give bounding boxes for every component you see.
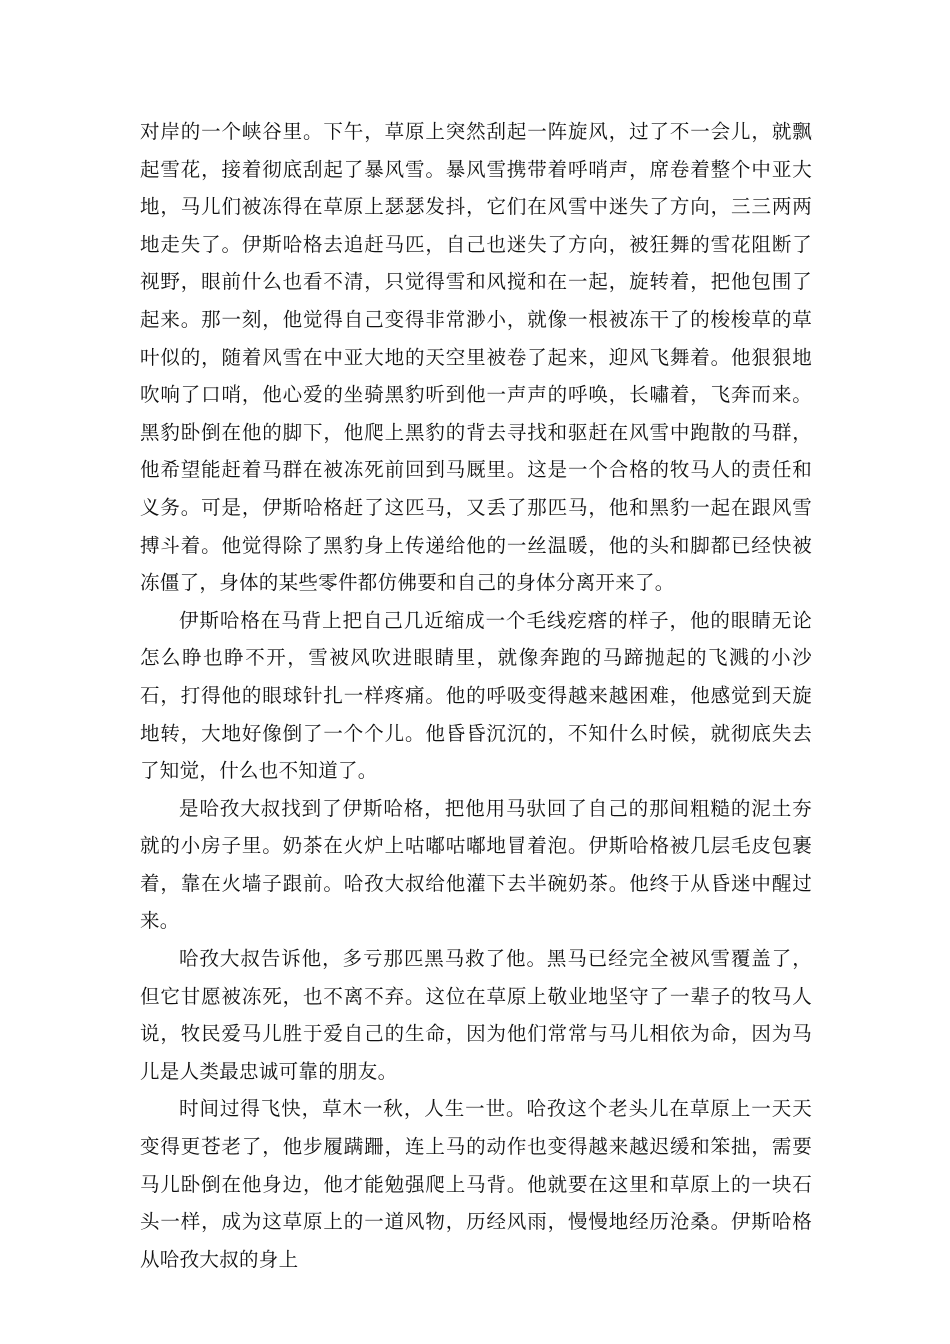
document-page <box>140 113 812 1278</box>
paragraph-4: 哈孜大叔告诉他，多亏那匹黑马救了他。黑马已经完全被风雪覆盖了，但它甘愿被冻死，也不离不弃。这位在草原上敬业地坚守了一辈子的牧马人说，牧民爱马儿胜于爱自己的生命，因为他们常常与马儿相依为命，因为马儿是人类最忠诚可靠的朋友。 <box>140 947 812 1083</box>
paragraph-2: 伊斯哈格在马背上把自己几近缩成一个毛线疙瘩的样子，他的眼睛无论怎么睁也睁不开，雪被风吹进眼睛里，就像奔跑的马蹄抛起的飞溅的小沙石，打得他的眼球针扎一样疼痛。他的呼吸变得越来越困难，他感觉到天旋地转，大地好像倒了一个个儿。他昏昏沉沉的，不知什么时候，就彻底失去了知觉，什么也不知道了。 <box>140 608 812 783</box>
paragraph-5: 时间过得飞快，草木一秋，人生一世。哈孜这个老头儿在草原上一天天变得更苍老了，他步履蹒跚，连上马的动作也变得越来越迟缓和笨拙，需要马儿卧倒在他身边，他才能勉强爬上马背。他就要在这里和草原上的一块石头一样，成为这草原上的一道风物，历经风雨，慢慢地经历沧桑。伊斯哈格从哈孜大叔的身上 <box>140 1097 812 1271</box>
paragraph-1: 对岸的一个峡谷里。下午，草原上突然刮起一阵旋风，过了不一会儿，就飘起雪花，接着彻底刮起了暴风雪。暴风雪携带着呼哨声，席卷着整个中亚大地，马儿们被冻得在草原上瑟瑟发抖，它们在风雪中迷失了方向，三三两两地走失了。伊斯哈格去追赶马匹，自己也迷失了方向，被狂舞的雪花阻断了视野，眼前什么也看不清，只觉得雪和风搅和在一起，旋转着，把他包围了起来。那一刻，他觉得自己变得非常渺小，就像一根被冻干了的梭梭草的草叶似的，随着风雪在中亚大地的天空里被卷了起来，迎风飞舞着。他狠狠地吹响了口哨，他心爱的坐骑黑豹听到他一声声的呼唤，长嘯着，飞奔而来。黑豹卧倒在他的脚下，他爬上黑豹的背去寻找和驱赶在风雪中跑散的马群，他希望能赶着马群在被冻死前回到马厩里。这是一个合格的牧马人的责任和义务。可是，伊斯哈格赶了这匹马，又丢了那匹马，他和黑豹一起在跟风雪搏斗着。他觉得除了黑豹身上传递给他的一丝温暖，他的头和脚都已经快被冻僵了，身体的某些零件都仿佛要和自己的身体分离开来了。 <box>140 120 812 595</box>
paragraph-3: 是哈孜大叔找到了伊斯哈格，把他用马驮回了自己的那间粗糙的泥土夯就的小房子里。奶茶在火炉上咕嘟咕嘟地冒着泡。伊斯哈格被几层毛皮包裹着，靠在火墙子跟前。哈孜大叔给他灌下去半碗奶茶。他终于从昏迷中醒过来。 <box>140 796 812 933</box>
